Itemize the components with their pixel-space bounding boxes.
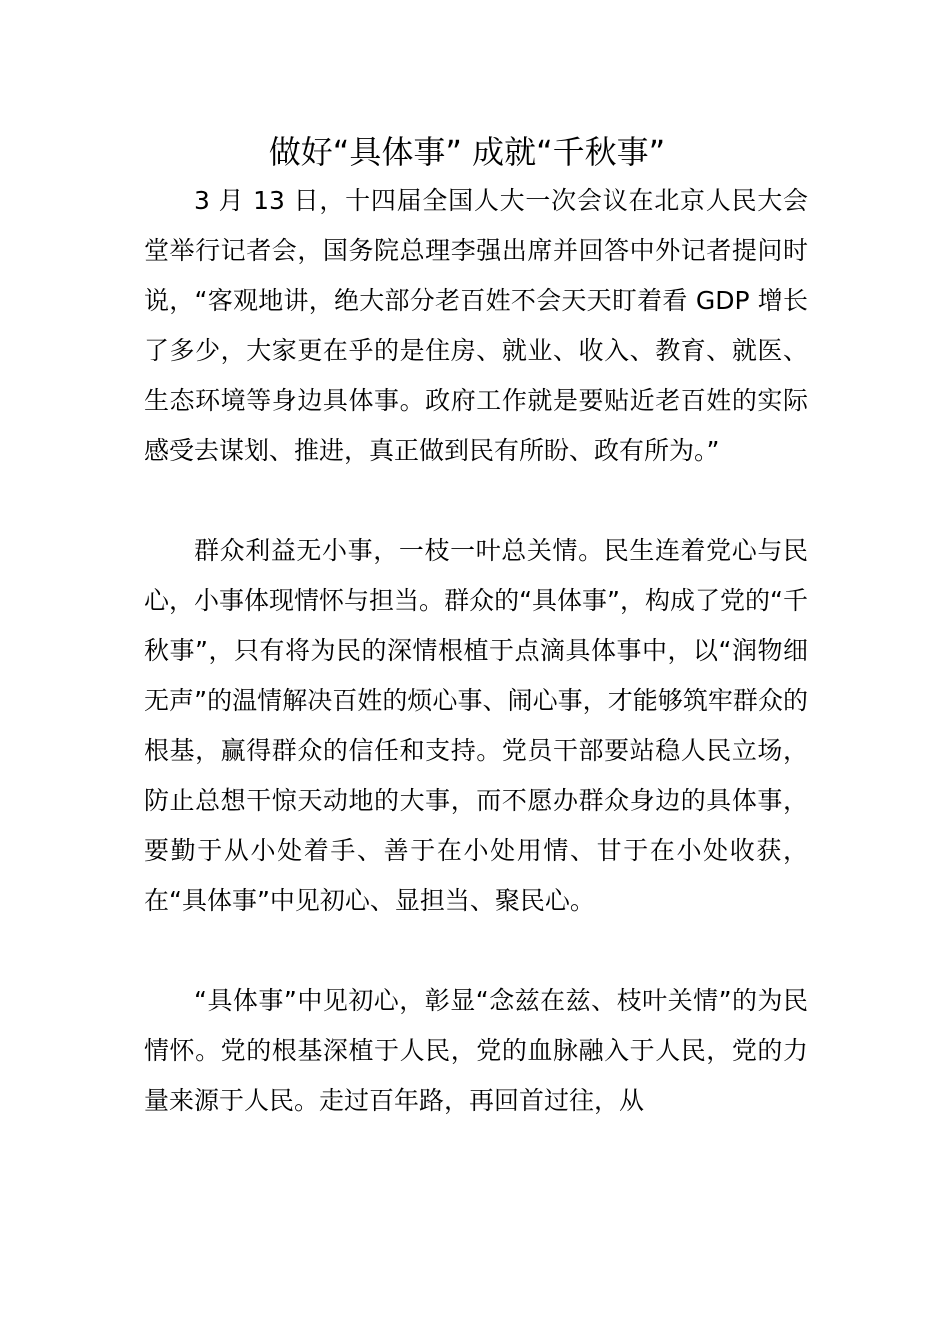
document-body xyxy=(144,176,808,1126)
document-title: 做好“具体事” 成就“千秋事” xyxy=(268,133,666,171)
paragraph-press-conference: 3 月 13 日，十四届全国人大一次会议在北京人民大会堂举行记者会，国务院总理李强出席并回答中外记者提问时说，“客观地讲，绝大部分老百姓不会天天盯着看 GDP 增长了多少，大家更在乎的是住房、就业、收入、教育、就医、生态环境等身边具体事。政府工作就是要贴近老百姓的实际感受去谋划、推进，真正做到民有所盼、政有所为。” xyxy=(144,186,808,465)
paragraph-people-interests: 群众利益无小事，一枝一叶总关情。民生连着党心与民心，小事体现情怀与担当。群众的“具体事”，构成了党的“千秋事”，只有将为民的深情根植于点滴具体事中，以“润物细无声”的温情解决百姓的烦心事、闹心事，才能够筑牢群众的根基，赢得群众的信任和支持。党员干部要站稳人民立场，防止总想干惊天动地的大事，而不愿办群众身边的具体事，要勤于从小处着手、善于在小处用情、甘于在小处收获，在“具体事”中见初心、显担当、聚民心。 xyxy=(144,536,808,915)
paragraph-original-aspiration: “具体事”中见初心，彰显“念兹在兹、枝叶关情”的为民情怀。党的根基深植于人民，党的血脉融入于人民，党的力量来源于人民。走过百年路，再回首过往，从 xyxy=(144,986,808,1115)
